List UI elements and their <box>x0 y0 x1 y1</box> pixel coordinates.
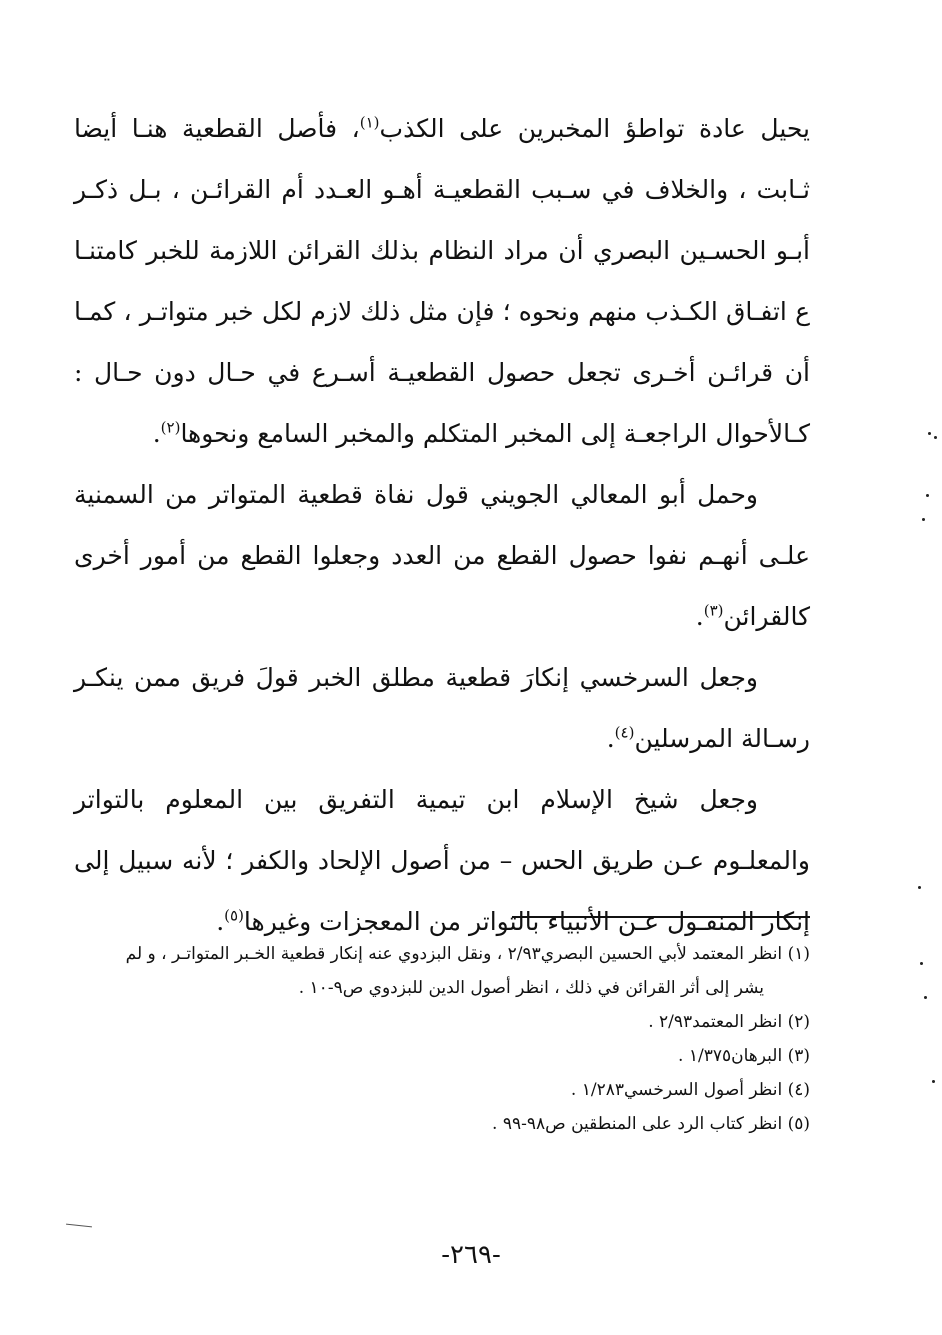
footnote-5-number: (٥) <box>787 1114 810 1134</box>
paragraph-1-text: يحيل عادة تواطؤ المخبرين على الكذب <box>379 114 810 143</box>
footnote-2-text: انظر المعتمد٢/٩٣ . <box>648 1012 783 1032</box>
paragraph-2 <box>74 464 810 647</box>
paragraph-2-end: . <box>695 602 704 631</box>
paragraph-3-text: وجعل السرخسي إنكارَ قطعية مطلق الخبر قولَ فريق ممن ينكـر رسـالة المرسلين <box>74 663 810 753</box>
scan-speck <box>934 436 937 439</box>
footnote-4 <box>74 1073 810 1107</box>
footnote-1-text: انظر المعتمد لأبي الحسين البصري٢/٩٣ ، ونقل البزدوي عنه إنكار قطعية الخـبر المتواتـر ، و لم <box>125 944 783 964</box>
paragraph-1-text-cont: ، فأصل القطعية هنـا أيضا ثـابت ، والخلاف في سـبب القطعيـة أهـو العـدد أم القرائـن ، بـل ذكـر أبـو الحسـين البصري أن مراد النظام بذلك القرائن اللازمة للخبر كامتنـا ع اتفـاق الكـذب منهم ونحوه ؛ فإن مثل ذلك لازم لكل خبر متواتـر ، كمـا أن قرائـن أخـرى تجعل حصول القطعيـة أسـرع في حـال دون حـال : كـالأحوال الراجعـة إلى المخبر المتكلم والمخبر السامع ونحوها <box>74 114 810 448</box>
paragraph-4-end: . <box>216 907 225 936</box>
scan-speck <box>932 1080 935 1083</box>
footnote-ref-2[interactable]: (٢) <box>160 418 181 437</box>
footnote-1-text-cont: يشر إلى أثر القرائن في ذلك ، انظر أصول الدين للبزدوي ص٩-١٠ . <box>298 978 764 998</box>
scan-speck <box>928 432 931 435</box>
footnote-4-text: انظر أصول السرخسي١/٢٨٣ . <box>570 1080 783 1100</box>
footnote-1 <box>74 937 810 971</box>
paragraph-1 <box>74 98 810 464</box>
footnote-separator <box>512 916 810 918</box>
scan-mark <box>66 1224 92 1228</box>
footnotes <box>74 937 810 1141</box>
footnote-ref-5[interactable]: (٥) <box>224 906 244 925</box>
footnote-4-number: (٤) <box>787 1080 810 1100</box>
paragraph-3 <box>74 647 810 769</box>
paragraph-4-text: وجعل شيخ الإسلام ابن تيمية التفريق بين المعلوم بالتواتر والمعلـوم عـن طريق الحس – من أصول الإلحاد والكفر ؛ لأنه سبيل إلى إنكار المنقـول عـن الأنبياء بالتواتر من المعجزات وغيرها <box>74 785 810 936</box>
scan-speck <box>922 518 925 521</box>
footnote-3 <box>74 1039 810 1073</box>
page-number: -٢٦٩- <box>441 1240 501 1270</box>
footnote-5 <box>74 1107 810 1141</box>
footnote-5-text: انظر كتاب الرد على المنطقين ص٩٨-٩٩ . <box>492 1114 783 1134</box>
footnote-ref-3[interactable]: (٣) <box>703 601 724 620</box>
footnote-1-number: (١) <box>787 944 810 964</box>
footnote-ref-4[interactable]: (٤) <box>614 723 635 742</box>
footnote-2 <box>74 1005 810 1039</box>
footnote-3-text: البرهان١/٣٧٥ . <box>678 1046 783 1066</box>
footnote-2-number: (٢) <box>787 1012 810 1032</box>
paragraph-3-end: . <box>606 724 615 753</box>
scan-speck <box>926 494 929 497</box>
footnote-1-continuation <box>74 971 810 1005</box>
scan-speck <box>918 886 921 889</box>
paragraph-2-text: وحمل أبو المعالي الجويني قول نفاة قطعية المتواتر من السمنية علـى أنهـم نفوا حصول القطع من العدد وجعلوا القطع من أمور أخرى كالقرائن <box>74 480 810 631</box>
footnote-ref-1[interactable]: (١) <box>359 113 380 132</box>
main-text <box>74 98 810 952</box>
paragraph-4 <box>74 769 810 952</box>
scan-speck <box>920 962 923 965</box>
scan-speck <box>924 996 927 999</box>
footnote-3-number: (٣) <box>787 1046 810 1066</box>
paragraph-1-end: . <box>152 419 161 448</box>
